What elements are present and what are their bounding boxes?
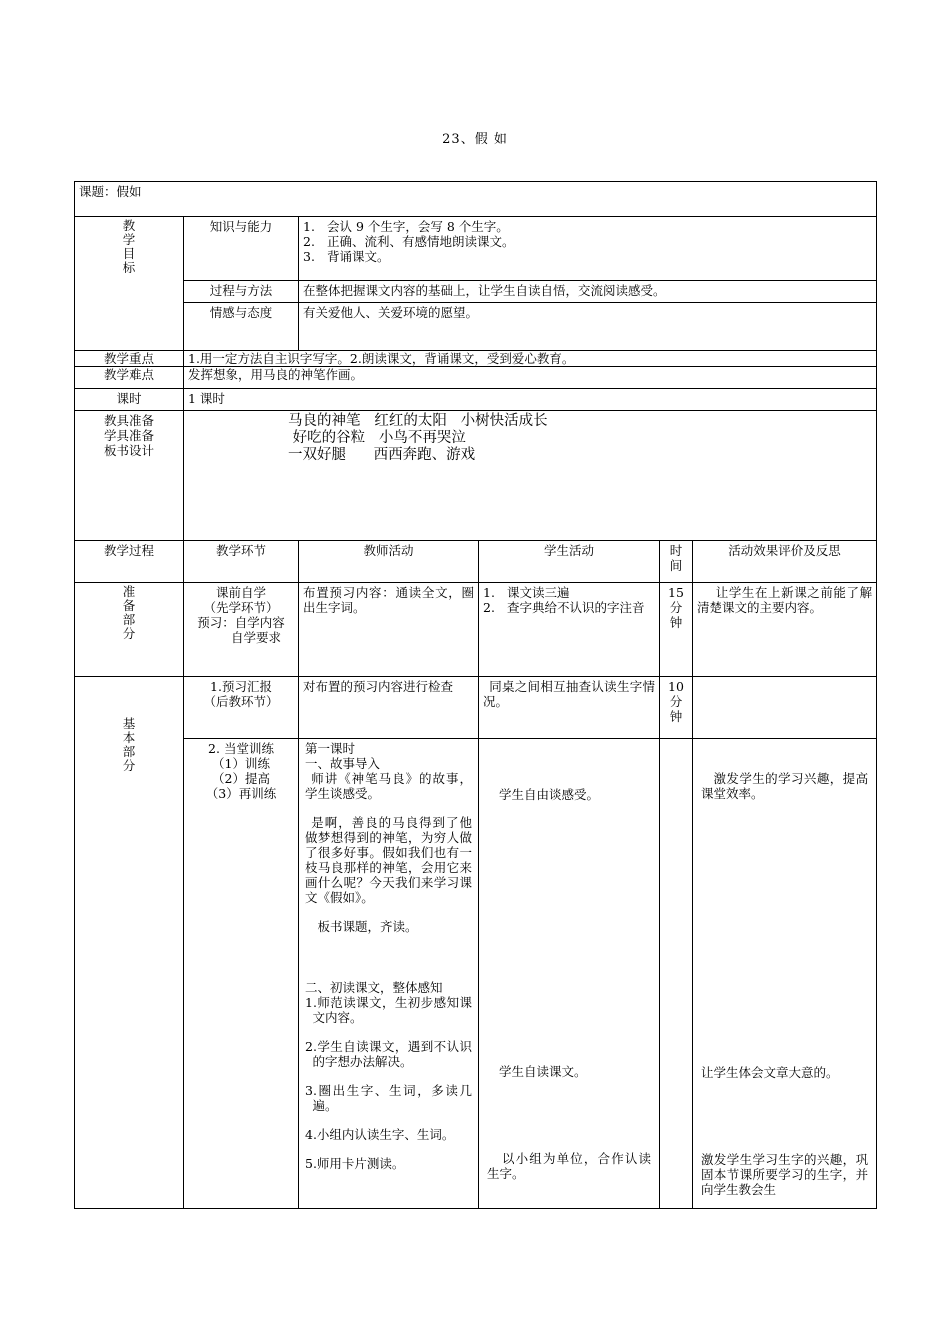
lesson-plan-table <box>74 181 877 1209</box>
board-line: 马良的神笔 红红的太阳 小树快活成长 <box>288 413 548 429</box>
header-time: 时 间 <box>660 541 693 583</box>
basic-section-label-cell <box>75 677 184 1209</box>
stage-line: （1）训练 <box>212 756 270 771</box>
training-teacher-cell <box>299 739 479 1209</box>
key-point-text: 1.用一定方法自主识字写字。2.朗读课文，背诵课文，受到爱心教育。 <box>188 351 575 366</box>
stage-line: （后教环节） <box>203 694 279 709</box>
prep-effect: 让学生在上新课之前能了解清楚课文的主要内容。 <box>693 583 877 677</box>
emotion-label: 情感与态度 <box>209 305 273 320</box>
teacher-line: 5.师用卡片测读。 <box>305 1156 405 1171</box>
list-item: 1. 会认 9 个生字，会写 8 个生字。 <box>303 219 509 234</box>
student-line: 学生自读课文。 <box>499 1064 587 1079</box>
stage-line: 1.预习汇报 <box>210 679 272 694</box>
period-content-cell <box>184 389 877 411</box>
objectives-label-cell <box>75 217 184 351</box>
process-content-cell <box>299 281 877 303</box>
stage-line: （3）再训练 <box>205 786 277 801</box>
difficulty-text: 发挥想象，用马良的神笔作画。 <box>188 367 364 382</box>
stage-line: 2. 当堂训练 <box>208 741 274 756</box>
prep-stage-cell <box>184 583 299 677</box>
student-line: 学生自由谈感受。 <box>499 787 600 802</box>
board-line: 一双好腿 西西奔跑、游戏 <box>288 447 476 463</box>
lesson-title: 课题：假如 <box>79 184 142 199</box>
list-item: 2. 正确、流利、有感情地朗读课文。 <box>303 234 515 249</box>
teacher-line: 2.学生自读课文，遇到不认识的字想办法解决。 <box>305 1039 472 1069</box>
process-text: 在整体把握课文内容的基础上，让学生自读自悟，交流阅读感受。 <box>303 283 666 298</box>
teacher-line: 二、初读课文，整体感知 <box>305 980 443 995</box>
prep-section-label: 准 备 部 分 <box>122 584 136 641</box>
board-design-cell <box>184 411 877 541</box>
list-item: 3. 背诵课文。 <box>303 249 390 264</box>
knowledge-list <box>303 219 872 264</box>
page-title: 23、假 如 <box>442 132 508 147</box>
teacher-line: 板书课题，齐读。 <box>317 919 418 934</box>
stage-line: 课前自学 <box>215 585 266 600</box>
report-student-cell <box>479 677 660 739</box>
difficulty-label-cell <box>75 367 184 389</box>
key-point-content-cell <box>184 351 877 367</box>
report-stage-cell <box>184 677 299 739</box>
board-line: 好吃的谷粒 小鸟不再哭泣 <box>288 430 466 446</box>
knowledge-label-cell <box>184 217 299 281</box>
key-point-label: 教学重点 <box>103 351 154 366</box>
report-student-text: 同桌之间相互抽查认读生字情况。 <box>483 679 655 709</box>
prep-time: 15 分 钟 <box>660 583 693 677</box>
basic-section-label: 基 本 部 分 <box>122 716 136 773</box>
training-time <box>660 739 693 1209</box>
prep-section-label-cell <box>75 583 184 677</box>
training-student-cell <box>479 739 660 1209</box>
difficulty-label: 教学难点 <box>103 367 154 382</box>
emotion-content-cell <box>299 303 877 351</box>
teacher-line: 4.小组内认读生字、生词。 <box>305 1127 455 1142</box>
period-label-cell <box>75 389 184 411</box>
teacher-line: 是啊，善良的马良得到了他做梦想得到的神笔，为穷人做了很多好事。假如我们也有一枝马良那样的神笔，会用它来画什么呢？今天我们来学习课文《假如》。 <box>305 815 472 905</box>
header-process: 教学过程 <box>75 541 184 583</box>
stage-line: 自学要求 <box>230 630 281 645</box>
objectives-label: 教 学 目 标 <box>122 218 136 275</box>
emotion-text: 有关爱他人、关爱环境的愿望。 <box>303 305 479 320</box>
teacher-line: 3.圈出生字、生词，多读几遍。 <box>305 1083 472 1113</box>
student-aids-label: 学具准备 <box>103 428 154 443</box>
knowledge-label: 知识与能力 <box>209 219 273 234</box>
training-stage-cell <box>184 739 299 1209</box>
period-text: 1 课时 <box>188 391 225 406</box>
teacher-line: 师讲《神笔马良》的故事，学生谈感受。 <box>305 771 472 801</box>
emotion-label-cell <box>184 303 299 351</box>
stage-line: （先学环节） <box>203 600 279 615</box>
header-student: 学生活动 <box>479 541 660 583</box>
lesson-title-cell <box>75 182 877 217</box>
effect-line: 激发学生学习生字的兴趣，巩固本节课所要学习的生字，并向学生教会生 <box>701 1152 869 1197</box>
prep-teacher-cell <box>299 583 479 677</box>
board-design-label: 板书设计 <box>103 443 154 458</box>
board-design <box>188 413 872 464</box>
period-label: 课时 <box>116 391 142 406</box>
prep-student-list <box>483 585 655 615</box>
difficulty-content-cell <box>184 367 877 389</box>
report-teacher-cell <box>299 677 479 739</box>
teacher-line: 一、故事导入 <box>305 756 381 771</box>
prep-label-cell <box>75 411 184 541</box>
knowledge-content-cell <box>299 217 877 281</box>
student-line: 以小组为单位，合作认读生字。 <box>487 1151 651 1181</box>
list-item: 2. 查字典给不认识的字注音 <box>483 600 645 615</box>
report-effect <box>693 677 877 739</box>
stage-line: 预习：自学内容 <box>197 615 285 630</box>
list-item: 1. 课文读三遍 <box>483 585 570 600</box>
effect-line: 激发学生的学习兴趣，提高课堂效率。 <box>701 771 869 801</box>
effect-line: 让学生体会文章大意的。 <box>701 1065 839 1080</box>
stage-line: （2）提高 <box>212 771 270 786</box>
report-teacher-text: 对布置的预习内容进行检查 <box>303 679 454 694</box>
header-effect: 活动效果评价及反思 <box>693 541 877 583</box>
header-stage: 教学环节 <box>184 541 299 583</box>
header-teacher: 教师活动 <box>299 541 479 583</box>
key-point-label-cell <box>75 351 184 367</box>
teacher-line: 第一课时 <box>305 741 356 756</box>
prep-teacher-text: 布置预习内容：通读全文，圈出生字词。 <box>303 585 474 615</box>
prep-student-cell <box>479 583 660 677</box>
teacher-line: 1.师范读课文，生初步感知课文内容。 <box>305 995 472 1025</box>
process-label-cell <box>184 281 299 303</box>
process-label: 过程与方法 <box>209 283 273 298</box>
training-effect-cell <box>693 739 877 1209</box>
report-time: 10 分 钟 <box>660 677 693 739</box>
teaching-aids-label: 教具准备 <box>103 413 154 428</box>
